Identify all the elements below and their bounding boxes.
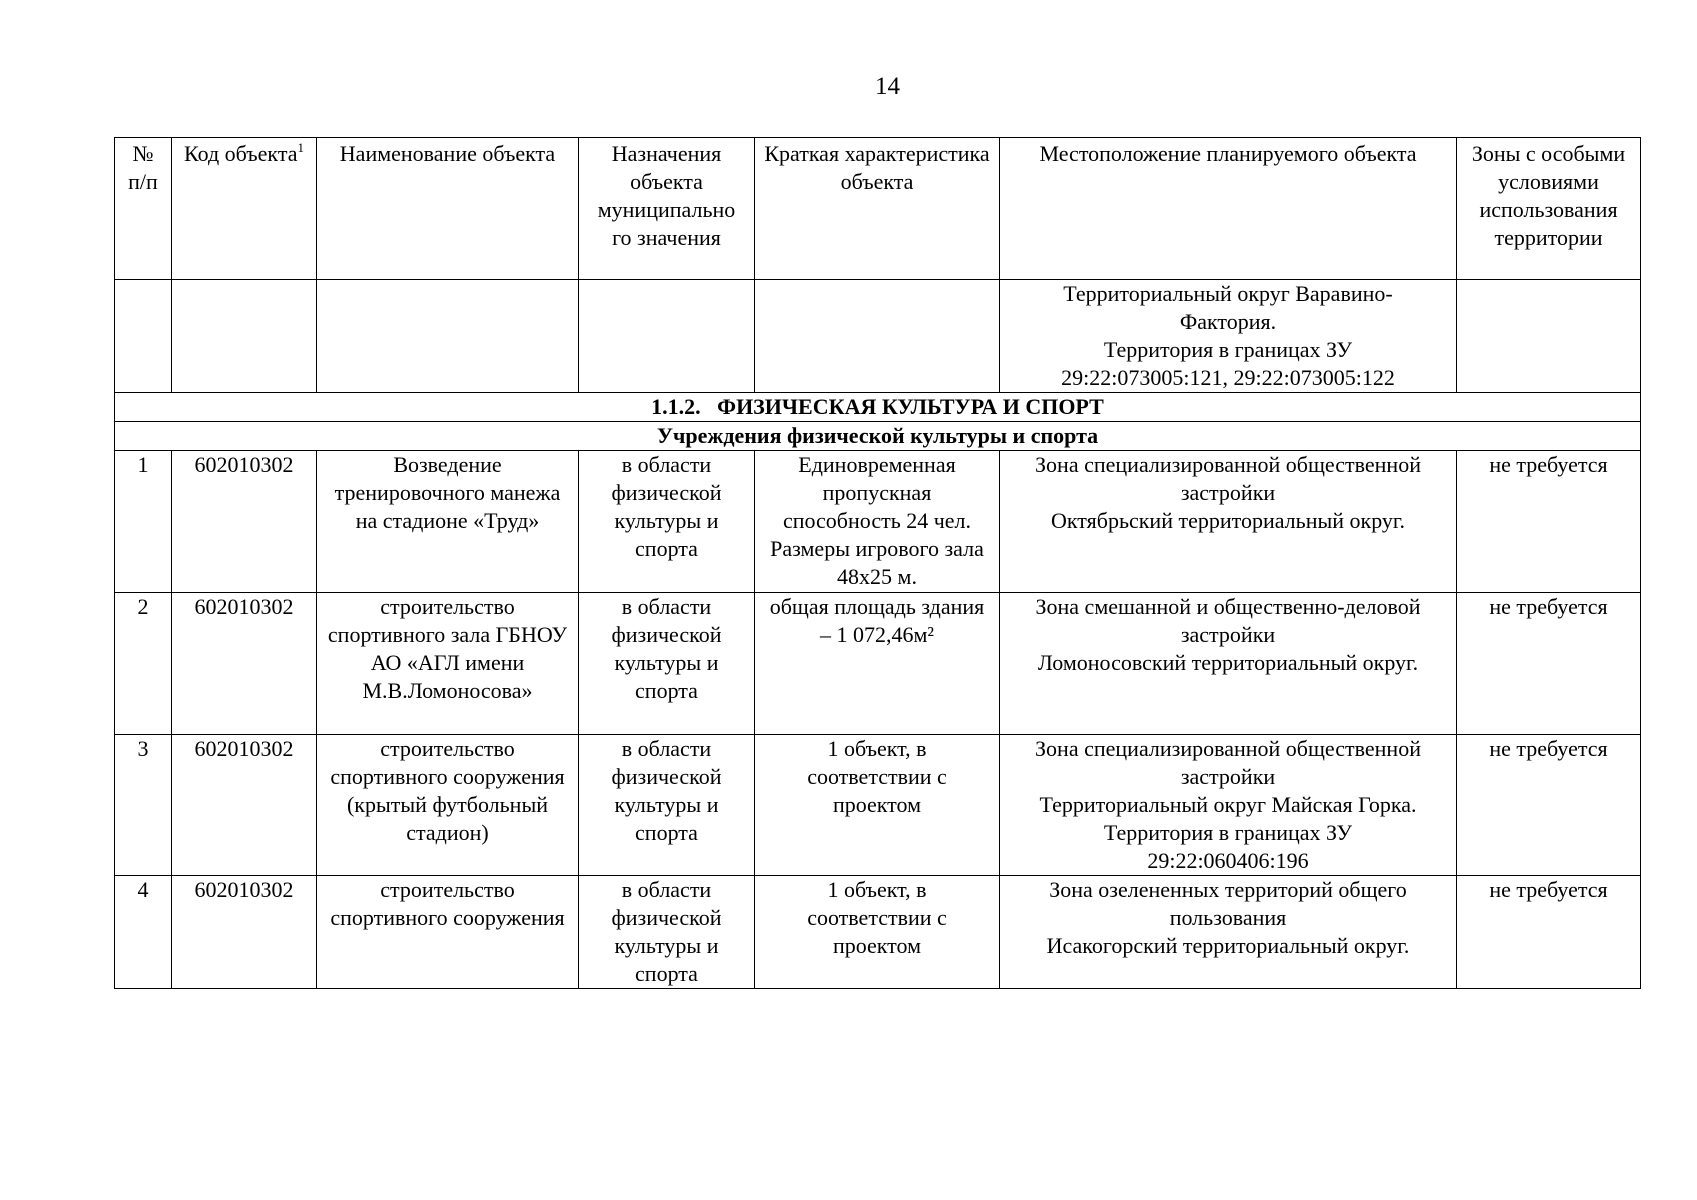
cell-num: 2	[115, 593, 172, 735]
cell-location	[1000, 280, 1457, 393]
cell-code: 602010302	[172, 593, 317, 735]
cell-location	[1000, 593, 1457, 735]
cell-zones: не требуется	[1457, 876, 1641, 989]
page-number: 14	[875, 73, 900, 100]
cell-code	[172, 280, 317, 393]
header-characteristics: Краткая характеристика объекта	[755, 138, 1000, 280]
objects-table	[114, 137, 1641, 989]
header-code	[172, 138, 317, 280]
cell-num: 3	[115, 735, 172, 876]
cell-code: 602010302	[172, 735, 317, 876]
table-row	[115, 735, 1641, 876]
subsection-title: Учреждения физической культуры и спорта	[115, 422, 1641, 451]
cell-zones: не требуется	[1457, 735, 1641, 876]
cell-code: 602010302	[172, 451, 317, 593]
location-line: застройки	[1180, 764, 1276, 789]
cell-name: строительство спортивного сооружения	[317, 876, 579, 989]
location-line: Территориальный округ Варавино-	[1063, 281, 1393, 306]
cell-characteristics: Единовременная пропускная способность 24 чел. Размеры игрового зала 48х25 м.	[755, 451, 1000, 593]
header-zones: Зоны с особыми условиями использования территории	[1457, 138, 1641, 280]
location-line: Зона смешанной и общественно-деловой	[1035, 594, 1421, 619]
cell-location	[1000, 876, 1457, 989]
location-line: Территория в границах ЗУ	[1103, 820, 1353, 845]
footnote-marker: 1	[297, 140, 304, 155]
cell-code: 602010302	[172, 876, 317, 989]
cell-num: 4	[115, 876, 172, 989]
continuation-row	[115, 280, 1641, 393]
location-line: 29:22:073005:121, 29:22:073005:122	[1061, 365, 1395, 390]
header-code-label: Код объекта	[184, 141, 298, 166]
cell-purpose: в области физической культуры и спорта	[579, 735, 755, 876]
location-line: Исакогорский территориальный округ.	[1046, 933, 1410, 958]
location-line: Зона специализированной общественной	[1035, 452, 1421, 477]
header-purpose: Назначения объекта муниципально го значения	[579, 138, 755, 280]
cell-num: 1	[115, 451, 172, 593]
header-name: Наименование объекта	[317, 138, 579, 280]
subsection-title-row	[115, 422, 1641, 451]
location-line: Ломоносовский территориальный округ.	[1037, 650, 1419, 675]
location-line: Территория в границах ЗУ	[1103, 337, 1353, 362]
cell-zones: не требуется	[1457, 593, 1641, 735]
cell-num	[115, 280, 172, 393]
cell-characteristics: 1 объект, в соответствии с проектом	[755, 876, 1000, 989]
table-header-row	[115, 138, 1641, 280]
cell-zones	[1457, 280, 1641, 393]
location-line: пользования	[1169, 905, 1287, 930]
cell-name: Возведение тренировочного манежа на стадионе «Труд»	[317, 451, 579, 593]
location-line: застройки	[1180, 622, 1276, 647]
location-line: Октябрьский территориальный округ.	[1051, 508, 1405, 533]
location-line: Фактория.	[1179, 309, 1277, 334]
cell-location	[1000, 735, 1457, 876]
location-line: 29:22:060406:196	[1147, 848, 1309, 873]
location-line: застройки	[1180, 480, 1276, 505]
cell-purpose	[579, 280, 755, 393]
header-num: № п/п	[115, 138, 172, 280]
cell-characteristics	[755, 280, 1000, 393]
cell-name: строительство спортивного сооружения (крытый футбольный стадион)	[317, 735, 579, 876]
cell-characteristics: общая площадь здания – 1 072,46м²	[755, 593, 1000, 735]
section-title: 1.1.2. ФИЗИЧЕСКАЯ КУЛЬТУРА И СПОРТ	[115, 393, 1641, 422]
cell-purpose: в области физической культуры и спорта	[579, 451, 755, 593]
cell-zones: не требуется	[1457, 451, 1641, 593]
cell-purpose: в области физической культуры и спорта	[579, 593, 755, 735]
table-row	[115, 876, 1641, 989]
cell-purpose: в области физической культуры и спорта	[579, 876, 755, 989]
location-line: Территориальный округ Майская Горка.	[1039, 792, 1417, 817]
section-title-row	[115, 393, 1641, 422]
cell-name: строительство спортивного зала ГБНОУ АО «АГЛ имени М.В.Ломоносова»	[317, 593, 579, 735]
header-location: Местоположение планируемого объекта	[1000, 138, 1457, 280]
location-line: Зона озелененных территорий общего	[1049, 877, 1407, 902]
cell-characteristics: 1 объект, в соответствии с проектом	[755, 735, 1000, 876]
location-line: Зона специализированной общественной	[1035, 736, 1421, 761]
cell-location	[1000, 451, 1457, 593]
table-row	[115, 451, 1641, 593]
cell-name	[317, 280, 579, 393]
table-row	[115, 593, 1641, 735]
